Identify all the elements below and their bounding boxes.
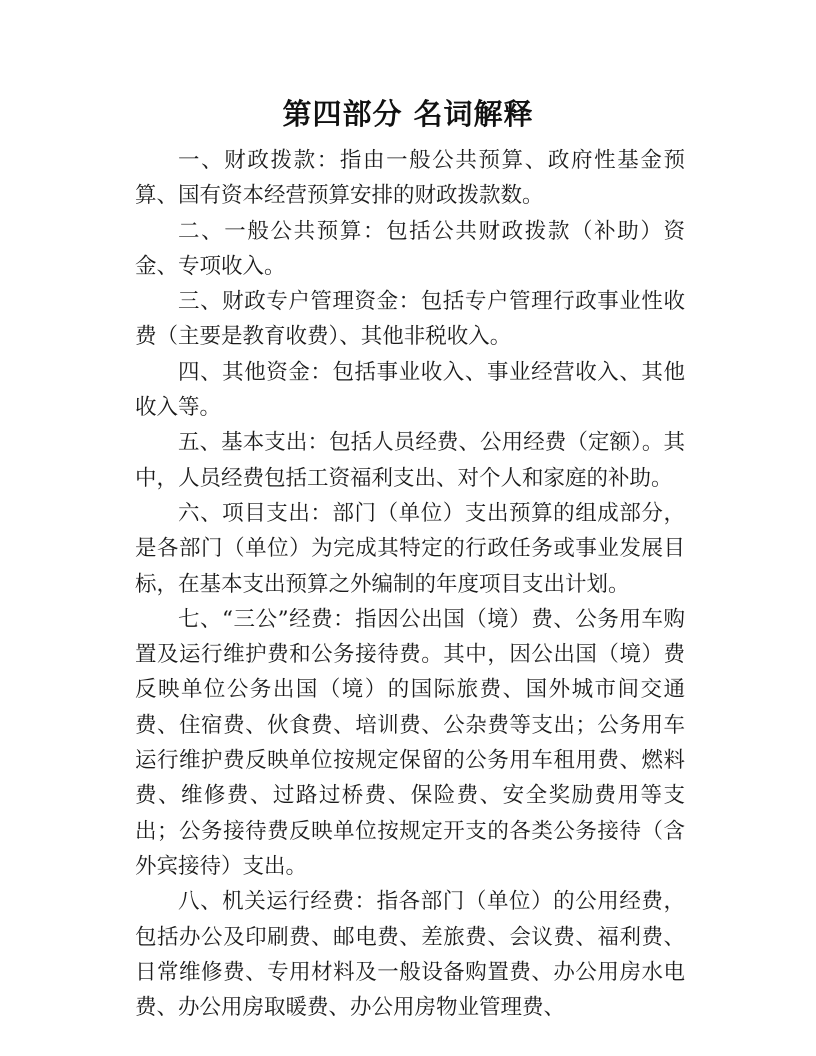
glossary-item-three-public-expenses: 七、“三公”经费：指因公出国（境）费、公务用车购置及运行维护费和公务接待费。其中，因公出国（境）费反映单位公务出国（境）的国际旅费、国外城市间交通费、住宿费、伙食费、培训费、公杂费等支出；公务用车运行维护费反映单位按规定保留的公务用车租用费、燃料费、维修费、过路过桥费、保险费、安全奖励费用等支出；公务接待费反映单位按规定开支的各类公务接待（含外宾接待）支出。 <box>135 606 685 879</box>
glossary-body <box>135 143 685 1025</box>
glossary-item-general-public-budget: 二、一般公共预算：包括公共财政拨款（补助）资金、专项收入。 <box>135 218 685 279</box>
glossary-item-project-expenditure: 六、项目支出：部门（单位）支出预算的组成部分，是各部门（单位）为完成其特定的行政任务或事业发展目标，在基本支出预算之外编制的年度项目支出计划。 <box>135 500 685 597</box>
glossary-item-special-account-funds: 三、财政专户管理资金：包括专户管理行政事业性收费（主要是教育收费）、其他非税收入。 <box>135 289 685 350</box>
page-title: 第四部分 名词解释 <box>282 97 534 131</box>
glossary-item-agency-operating-expenses: 八、机关运行经费：指各部门（单位）的公用经费，包括办公及印刷费、邮电费、差旅费、会议费、福利费、日常维修费、专用材料及一般设备购置费、办公用房水电费、办公用房取暖费、办公用房物业管理费、 <box>135 889 685 1021</box>
glossary-item-basic-expenditure: 五、基本支出：包括人员经费、公用经费（定额）。其中，人员经费包括工资福利支出、对个人和家庭的补助。 <box>135 430 685 491</box>
glossary-item-fiscal-appropriation: 一、财政拨款：指由一般公共预算、政府性基金预算、国有资本经营预算安排的财政拨款数。 <box>135 148 685 209</box>
glossary-item-other-funds: 四、其他资金：包括事业收入、事业经营收入、其他收入等。 <box>135 359 685 421</box>
